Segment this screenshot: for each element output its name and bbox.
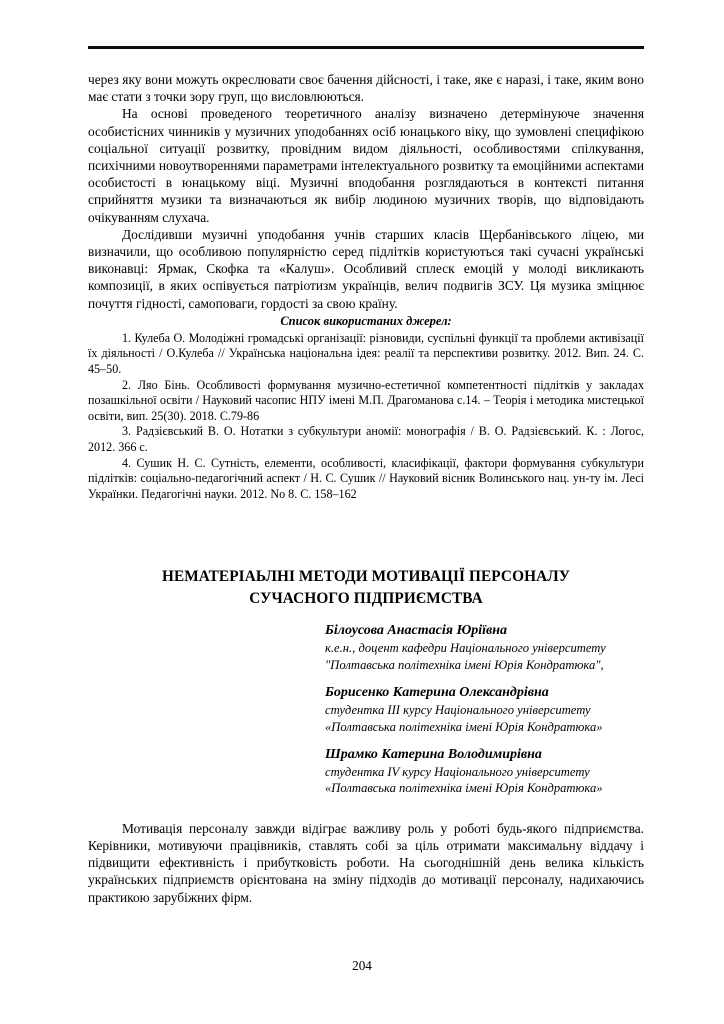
reference-item-4: 4. Сушик Н. С. Сутність, елементи, особливості, класифікації, фактори формування субкультури підлітків: соціально-педагогічний аспект / Н. С. Сушик // Науковий вісник Волинського нац. ун-ту ім. Лесі Українки. Педагогічні науки. 2012. No 8. С. 158–162 — [88, 455, 644, 501]
sources-heading: Список використаних джерел: — [280, 313, 452, 328]
reference-item-1: 1. Кулеба О. Молодіжні громадські організації: різновиди, суспільні функції та проблеми активізації їх діяльності / О.Кулеба // Українська національна ідея: реалії та перспективи розвитку. 2012. Вип. 24. С. 45–50. — [88, 330, 644, 377]
paragraph-continued: через яку вони можуть окреслювати своє бачення дійсності, і таке, яке є наразі, і таке, яким воно має стати з точки зору груп, що висловлюються. — [88, 72, 644, 105]
page-content — [88, 46, 644, 906]
authors-spacer — [88, 807, 644, 820]
article-title — [88, 566, 644, 609]
author-affiliation: к.е.н., доцент кафедри Національного університету "Полтавська політехніка імені Юрія Кондратюка", — [325, 641, 606, 672]
header-rule — [88, 46, 644, 49]
author-affiliation: студентка IV курсу Національного університету «Полтавська політехніка імені Юрія Кондратюка» — [325, 765, 603, 796]
author-name: Білоусова Анастасія Юріївна — [325, 623, 508, 639]
author-block-3 — [325, 745, 644, 797]
reference-item-3: 3. Радзієвський В. О. Нотатки з субкультури аномії: монографія / В. О. Радзієвський. К. : Логос, 2012. 366 с. — [88, 424, 644, 454]
paragraph-analysis: На основі проведеного теоретичного аналізу визначено детермінуюче значення особистісних чинників у музичних уподобаннях осіб юнацького віку, що зумовлені специфікою соціальної ситуації розвитку, провідним видом діяльності, особливостями спілкування, психічними новоутвореннями параметрами інтелектуального розвитку та емоційними аспектами особистості в юнацькому віці. Музичні вподобання розглядаються в контексті питання сприйняття музики та визначаються як вибір людиною музичних творів, що відповідають очікуванням слухача. — [88, 106, 644, 225]
article-title-line-2: СУЧАСНОГО ПІДПРИЄМСТВА — [249, 589, 483, 607]
author-name: Шрамко Катерина Володимирівна — [325, 747, 542, 762]
author-list — [325, 621, 644, 796]
article-title-line-1: НЕМАТЕРІАЬЛНІ МЕТОДИ МОТИВАЦІЇ ПЕРСОНАЛУ — [161, 568, 571, 586]
page-number: 204 — [352, 958, 372, 973]
author-affiliation: студентка ІІІ курсу Національного університету «Полтавська політехніка імені Юрія Кондратюка» — [325, 703, 603, 734]
author-block-2 — [325, 683, 644, 735]
section-spacer — [88, 502, 644, 566]
title-spacer — [88, 609, 644, 621]
author-block-1 — [325, 621, 644, 673]
author-name: Борисенко Катерина Олександрівна — [325, 685, 549, 701]
article-body-paragraph: Мотивація персоналу завжди відіграє важливу роль у роботі будь-якого підприємства. Керівники, мотивуючи працівників, ставлять собі за ціль отримати максимальну віддачу і підвищити ефективність і прибутковість роботи. На сьогоднішній день велика кількість українських підприємств орієнтована на зміну підходів до мотивації персоналу, надихаючись практикою зарубіжних фірм. — [88, 820, 644, 905]
reference-item-2: 2. Ляо Бінь. Особливості формування музично-естетичної компетентності підлітків у закладах позашкільної освіти / Науковий часопис НПУ імені М.П. Драгоманова с.14. – Теорія і методика мистецької освіти, вип. 25(30). 2018. С.79-86 — [88, 377, 644, 423]
paragraph-findings: Дослідивши музичні уподобання учнів старших класів Щербанівського ліцею, ми визначили, що особливою популярністю серед підлітків користуються такі сучасні українські виконавці: Ярмак, Скофка та «Калуш». Особливий сплеск емоцій у молоді викликають композиції, в яких оспівується патріотизм українців, велич подвигів ЗСУ. Ця музика зміцнює почуття гідності, самоповаги, гордості за свою країну. — [88, 226, 644, 311]
